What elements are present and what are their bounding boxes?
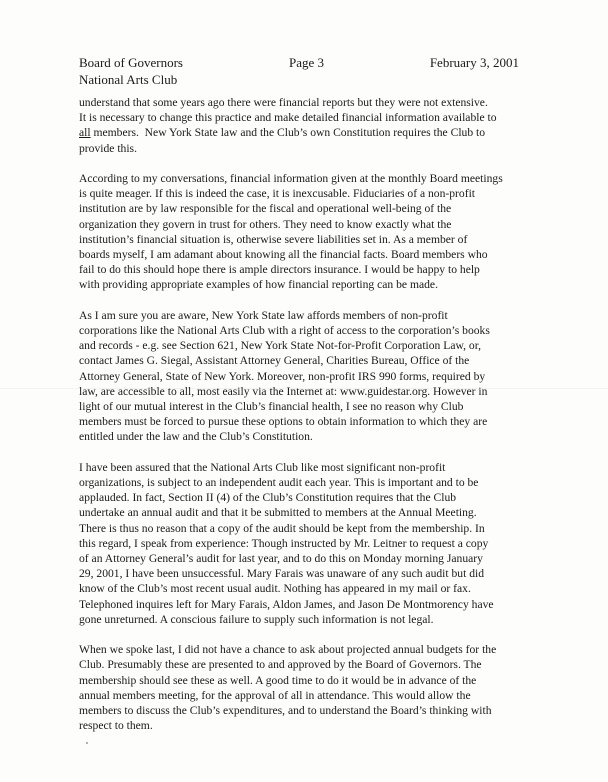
text-line-rest: members. New York State law and the Club’s own Constitution requires the Club to bbox=[90, 126, 486, 140]
letter-date: February 3, 2001 bbox=[429, 55, 519, 70]
paragraph bbox=[79, 460, 531, 627]
page-header bbox=[79, 54, 519, 90]
text-line: with providing appropriate examples of how financial reporting can be made. bbox=[79, 278, 438, 292]
text-line: provide this. bbox=[79, 141, 137, 155]
underlined-word: all bbox=[79, 126, 91, 140]
text-line: know of the Club’s most recent usual audit. Nothing has appeared in my mail or fax. bbox=[79, 582, 471, 596]
text-line: gone unreturned. A conscious failure to supply such information is not legal. bbox=[79, 612, 434, 626]
text-line: fail to do this should hope there is ample directors insurance. I would be happy to help bbox=[79, 263, 480, 277]
text-line: According to my conversations, financial information given at the monthly Board meetings bbox=[79, 172, 503, 185]
text-line: As I am sure you are aware, New York State law affords members of non-profit bbox=[79, 308, 448, 322]
text-line: I have been assured that the National Arts Club like most significant non-profit bbox=[79, 460, 446, 474]
text-line: contact James G. Siegal, Assistant Attorney General, Charities Bureau, Office of the bbox=[79, 354, 470, 368]
text-line: entitled under the law and the Club’s Constitution. bbox=[79, 430, 313, 444]
text-line: membership should see these as well. A good time to do it would be in advance of the bbox=[79, 673, 477, 687]
text-line: light of our mutual interest in the Club’s financial health, I see no reason why Club bbox=[79, 400, 464, 414]
text-line: law, are accessible to all, most easily via the Internet at: www.guidestar.org. However in bbox=[79, 384, 488, 398]
text-line: boards myself, I am adamant about knowing all the financial facts. Board members who bbox=[79, 248, 488, 262]
text-line: organizations, is subject to an independent audit each year. This is important and to be bbox=[79, 476, 479, 490]
text-line: respect to them. bbox=[79, 719, 153, 733]
text-line: undertake an annual audit and that it be submitted to members at the Annual Meeting. bbox=[79, 506, 477, 520]
paragraph bbox=[79, 642, 531, 733]
paragraph bbox=[79, 308, 531, 445]
text-line: 29, 2001, I have been unsuccessful. Mary Farais was unaware of any such audit but did bbox=[79, 567, 485, 581]
text-line: organization they govern in trust for others. They need to know exactly what the bbox=[79, 217, 452, 231]
text-line: Attorney General, State of New York. Moreover, non-profit IRS 990 forms, required by bbox=[79, 369, 486, 383]
text-line: It is necessary to change this practice and make detailed financial information available to bbox=[79, 111, 497, 125]
text-line: institution are by law responsible for the fiscal and operational well-being of the bbox=[79, 202, 452, 216]
text-line: members to discuss the Club’s expenditures, and to understand the Board’s thinking with bbox=[79, 704, 492, 718]
text-line bbox=[79, 125, 531, 140]
text-line: and records - e.g. see Section 621, New York State Not-for-Profit Corporation Law, or, bbox=[79, 339, 481, 353]
text-line: Club. Presumably these are presented to and approved by the Board of Governors. The bbox=[79, 658, 482, 672]
text-line: applauded. In fact, Section II (4) of the Club’s Constitution requires that the Club bbox=[79, 491, 457, 505]
text-line: members must be forced to pursue these options to obtain information to which they are bbox=[79, 415, 488, 429]
header-addressee bbox=[79, 54, 183, 88]
header-addressee-line2: National Arts Club bbox=[79, 72, 178, 87]
text-line: Telephoned inquires left for Mary Farais, Aldon James, and Jason De Montmorency have bbox=[79, 597, 494, 611]
text-line: this regard, I speak from experience: Though instructed by Mr. Leitner to request a copy bbox=[79, 536, 489, 550]
text-line: of an Attorney General’s audit for last year, and to do this on Monday morning January bbox=[79, 552, 483, 566]
paper-speck bbox=[86, 742, 88, 744]
paragraph bbox=[79, 171, 531, 293]
text-line: There is thus no reason that a copy of the audit should be kept from the membership. In bbox=[79, 521, 485, 535]
page-number: Page 3 bbox=[289, 55, 325, 70]
text-line: corporations like the National Arts Club with a right of access to the corporation’s books bbox=[79, 324, 490, 338]
text-line: understand that some years ago there were financial reports but they were not extensive. bbox=[79, 96, 488, 109]
header-addressee-line1: Board of Governors bbox=[79, 55, 183, 70]
letter-body bbox=[79, 95, 531, 749]
text-line: is quite meager. If this is indeed the case, it is inexcusable. Fiduciaries of a non-profit bbox=[79, 187, 476, 201]
paragraph bbox=[79, 95, 531, 156]
text-line: institution’s financial situation is, otherwise severe liabilities set in. As a member of bbox=[79, 232, 468, 246]
paper-fold bbox=[0, 388, 608, 389]
text-line: annual members meeting, for the approval of all in attendance. This would allow the bbox=[79, 688, 471, 702]
text-line: When we spoke last, I did not have a chance to ask about projected annual budgets for the bbox=[79, 643, 497, 657]
